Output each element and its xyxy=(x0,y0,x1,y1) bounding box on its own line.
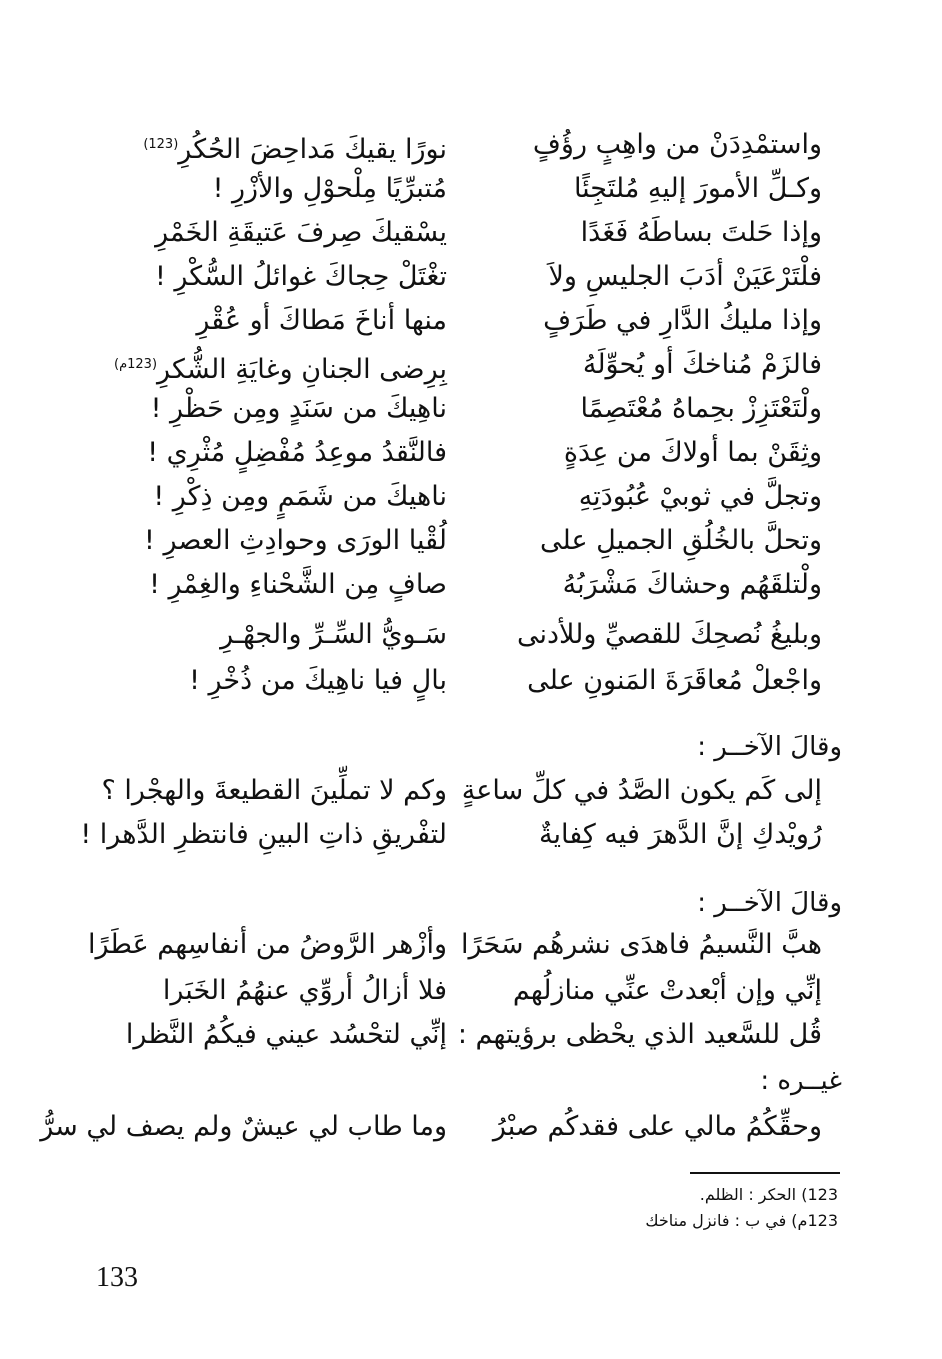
verse-line: واستمْدِدَنْ من واهِبٍ رؤُفٍ xyxy=(532,129,822,160)
verse-line: واجْعلْ مُعاقَرَةَ المَنونِ على xyxy=(527,665,822,696)
verse-line: فلْتَرْعَيَنْ أدَبَ الجليسِ ولاَ xyxy=(548,261,822,292)
verse-line: قُل للسَّعيد الذي يحْظى برؤيتهم : xyxy=(457,1019,822,1050)
verse-line: ناهيكَ من شَمَمٍ ومِن ذِكْرِ ! xyxy=(153,481,447,512)
verse-line: لُقْيا الورَى وحوادِثِ العصرِ ! xyxy=(144,525,447,556)
verse-line: وأزْهر الرَّوضُ من أنفاسِهم عَطَرًا xyxy=(88,929,447,960)
verse-line: رُويْدكِ إنَّ الدَّهرَ فيه كِفايةٌ xyxy=(539,819,822,850)
footnote-mark: (123) xyxy=(143,137,179,152)
section-heading: وقالَ الآخــر : xyxy=(697,732,842,762)
verse-text: بِرِضى الجنانِ وغايَةِ الشُّكرِ xyxy=(157,354,447,385)
verse-line: هبَّ النَّسيمُ فاهدَى نشرهُم سَحَرًا xyxy=(461,929,822,960)
verse-line: وإذا حَلتَ بساطَهُ فَغَدًا xyxy=(580,217,822,248)
verse-line xyxy=(107,128,447,167)
verse-line: وكـلِّ الأمورَ إليهِ مُلتَجِئًا xyxy=(573,173,822,204)
footnote-mark: (123م) xyxy=(114,357,158,372)
verse-line: وما طاب لي عيشٌ ولم يصف لي سرُّ xyxy=(40,1111,447,1142)
verse-line: فالزَمْ مُناخكَ أو يُحوِّلَهُ xyxy=(582,349,822,380)
section-heading: غيــره : xyxy=(760,1066,842,1096)
verse-line: منها أناخَ مَطاكَ أو عُقْرِ xyxy=(196,305,447,336)
verse-line: وحقِّكُمُ مالي على فقدكُم صبْرُ xyxy=(492,1111,822,1142)
verse-line: إنِّي وإن أبْعدتْ عنِّي منازلُهم xyxy=(512,975,822,1006)
verse-line: وكم لا تملِّينَ القطيعةَ والهجْرا ؟ xyxy=(101,775,447,806)
verse-line: وبليغُ نُصحِكَ للقصيِّ وللأدنى xyxy=(516,619,822,650)
verse-line: بالٍ فيا ناهِيكَ من ذُخْرِ ! xyxy=(189,665,447,696)
verse-line: وإذا مليكُ الدَّارِ في طَرَفٍ xyxy=(543,305,822,336)
section-heading: وقالَ الآخــر : xyxy=(697,888,842,918)
verse-line: وثِقَنْ بما أولاكَ من عِدَةٍ xyxy=(563,437,822,468)
verse-line: إلى كَم يكون الصَّدُ في كلِّ ساعةٍ xyxy=(461,775,822,806)
verse-text: نورًا يقيكَ مَداحِضَ الحُكُرِ xyxy=(178,134,447,165)
verse-line: وتحلَّ بالخُلُقِ الجميلِ على xyxy=(540,525,822,556)
verse-line: إنِّي لتحْسُد عيني فيكُمُ النَّظرا xyxy=(125,1019,447,1050)
verse-line: فلا أزالُ أروِّي عنهُمُ الخَبَرا xyxy=(162,975,447,1006)
footnote-separator xyxy=(690,1172,840,1174)
page-number: 133 xyxy=(96,1262,138,1293)
verse-line: لتفْريقِ ذاتِ البينِ فانتظرِ الدَّهرا ! xyxy=(80,819,447,850)
verse-line: صافٍ مِن الشَّحْناءِ والغِمْرِ ! xyxy=(149,569,447,600)
verse-line: ناهِيكَ من سَنَدٍ ومِن حَظْرِ ! xyxy=(150,393,447,424)
verse-line xyxy=(107,348,447,387)
verse-line: ولْتَعْتَزِزْ بحِماهُ مُعْتَصِمًا xyxy=(580,393,822,424)
verse-line: فالنَّقدُ موعِدُ مُفْضِلٍ مُثْرِي ! xyxy=(147,437,447,468)
verse-line: مُتبرِّيًا مِلْحوْلِ والأزْرِ ! xyxy=(212,173,447,204)
verse-line: تغْتَلْ حِجاكَ غوائلُ السُّكْرِ ! xyxy=(154,261,447,292)
verse-line: يسْقيكَ صِرفَ عَتيقَةِ الخَمْرِ xyxy=(155,217,447,248)
footnote: 123م) في ب : فانزل مناخك xyxy=(645,1211,838,1230)
verse-line: ولْتلقَهُم وحشاكَ مَشْرَبُهُ xyxy=(562,569,822,600)
footnote: 123) الحكر : الظلم. xyxy=(699,1185,838,1204)
verse-line: وتجلَّ في ثوبيْ عُبُودَتِهِ xyxy=(578,481,822,512)
verse-line: سَـويُّ السِّـرِّ والجهْـرِ xyxy=(220,619,447,650)
